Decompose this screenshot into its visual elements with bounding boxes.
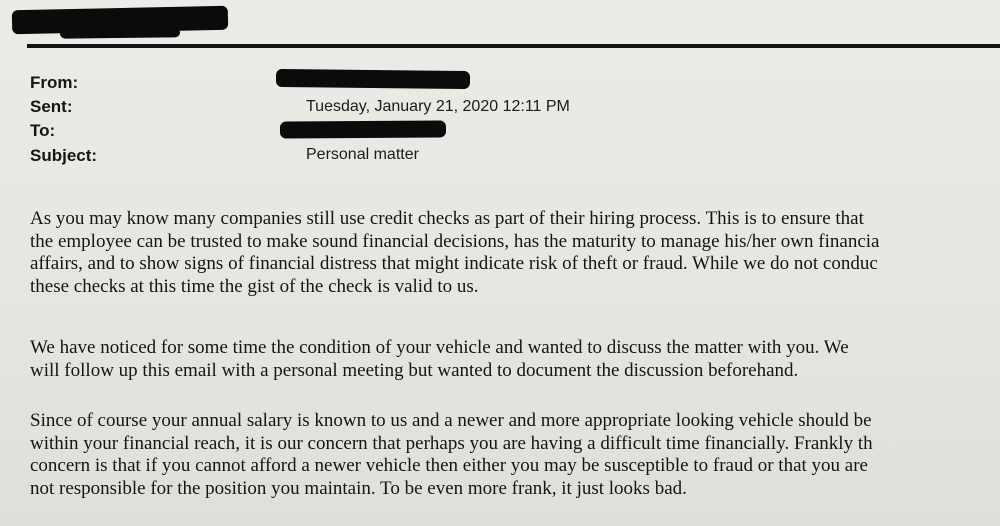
- body-line: not responsible for the position you maintain. To be even more frank, it just looks bad.: [30, 477, 687, 499]
- body-line: affairs, and to show signs of financial distress that might indicate risk of theft or fraud. While we do not conduc: [30, 253, 878, 274]
- redaction-from: [276, 69, 470, 89]
- paragraph-credit-checks: [30, 208, 1000, 298]
- redaction-to: [280, 120, 446, 138]
- paragraph-vehicle-condition: [30, 337, 1000, 382]
- body-line: the employee can be trusted to make sound financial decisions, has the maturity to manage his/her own financia: [30, 230, 880, 252]
- header-divider: [27, 44, 1000, 48]
- subject-label: Subject:: [30, 146, 98, 165]
- from-label: From:: [30, 73, 79, 92]
- subject-value: Personal matter: [306, 146, 419, 163]
- body-line: concern is that if you cannot afford a newer vehicle then either you may be susceptible to fraud or that you are: [30, 455, 868, 476]
- sent-value: Tuesday, January 21, 2020 12:11 PM: [306, 98, 570, 115]
- body-line: will follow up this email with a personal meeting but wanted to document the discussion beforehand.: [30, 359, 799, 381]
- body-line: We have noticed for some time the condition of your vehicle and wanted to discuss the matter with you. We: [30, 337, 849, 358]
- body-line: these checks at this time the gist of the check is valid to us.: [30, 275, 479, 297]
- to-label: To:: [30, 121, 56, 140]
- body-line: within your financial reach, it is our concern that perhaps you are having a difficult time financially. Frankly th: [30, 432, 873, 454]
- paragraph-salary-concern: [30, 410, 1000, 500]
- body-line: As you may know many companies still use credit checks as part of their hiring process. This is to ensure that: [30, 208, 864, 229]
- body-line: Since of course your annual salary is known to us and a newer and more appropriate looking vehicle should be: [30, 410, 872, 431]
- redaction-top-tail: [60, 27, 180, 38]
- sent-label: Sent:: [30, 97, 73, 116]
